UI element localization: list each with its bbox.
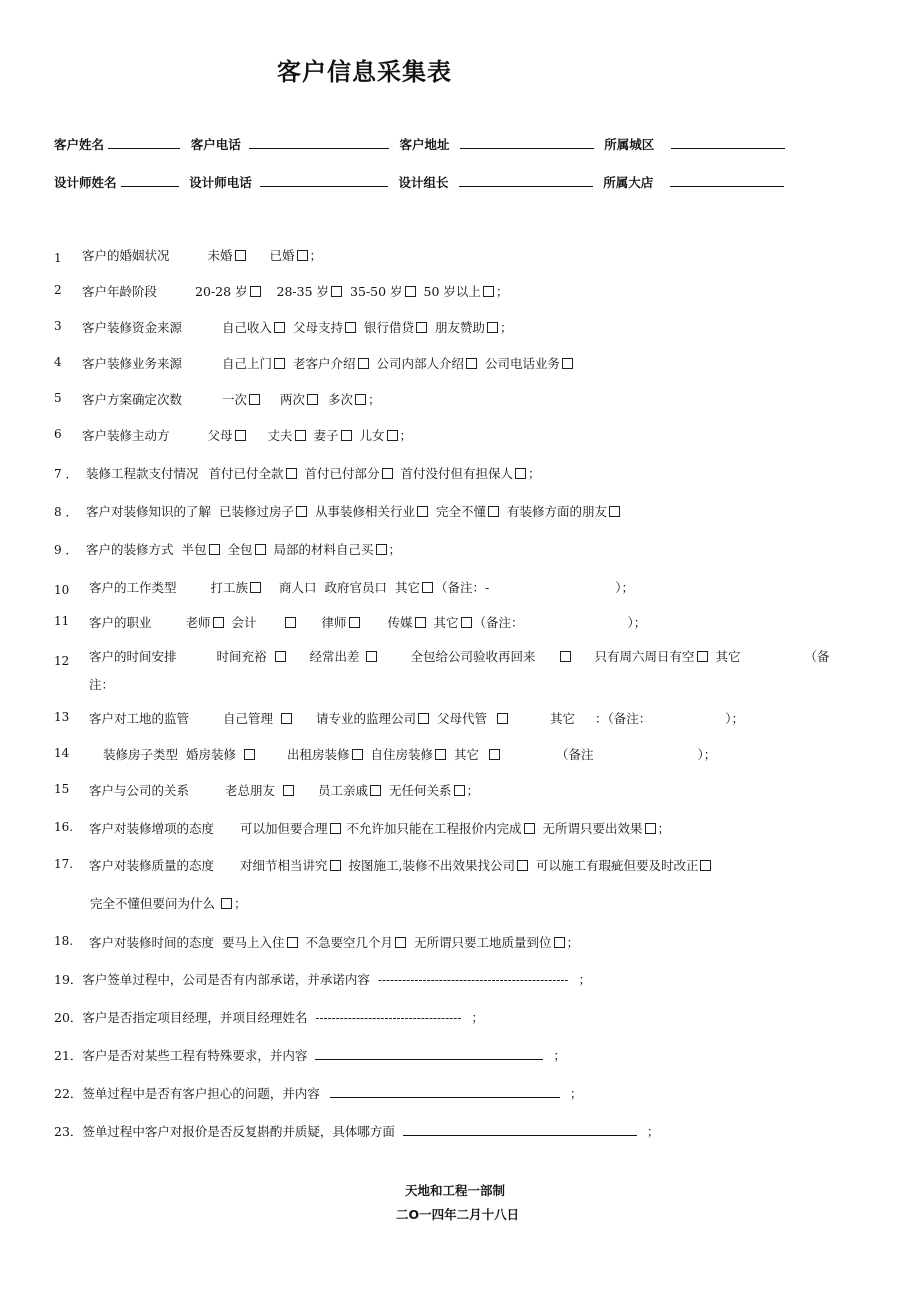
q13-checkbox-2[interactable] [418, 713, 429, 724]
q17-option-2: 按图施工,装修不出效果找公司 [348, 858, 515, 873]
q2-option-4: 50 岁以上 [423, 284, 481, 299]
q4-checkbox-2[interactable] [358, 358, 369, 369]
customer-phone-label: 客户电话 [190, 137, 241, 152]
q18-checkbox-3[interactable] [554, 937, 565, 948]
q22-number: 22 [54, 1086, 70, 1101]
q9-checkbox-2[interactable] [255, 544, 266, 555]
q11-checkbox-1[interactable] [213, 617, 224, 628]
q13-number: 13 [54, 710, 70, 724]
q2-end: ； [495, 284, 509, 299]
q15-end: ； [466, 783, 480, 798]
q9-row [86, 540, 401, 558]
district-label: 所属城区 [604, 137, 655, 152]
q10-row [89, 578, 634, 596]
q11-end: ）； [627, 615, 647, 630]
q3-row [82, 318, 513, 336]
q21-text: ．客户是否对某些工程有特殊要求，并内容 [69, 1048, 308, 1063]
q7-option-3: 首付没付但有担保人 [400, 466, 514, 481]
q3-checkbox-4[interactable] [487, 322, 498, 333]
q6-end: ； [399, 428, 413, 443]
q8-row [86, 502, 622, 520]
q12-option-1: 时间充裕 [216, 649, 267, 664]
q12-checkbox-3[interactable] [560, 651, 571, 662]
q18-option-3: 无所谓只要工地质量到位 [414, 935, 552, 950]
q1-checkbox-2[interactable] [297, 250, 308, 261]
q4-option-1: 自己上门 [222, 356, 273, 371]
q11-option-2: 会计 [231, 615, 257, 630]
q10-checkbox-1[interactable] [250, 582, 261, 593]
q11-option-3: 律师 [321, 615, 347, 630]
q22-answer-line[interactable] [330, 1085, 560, 1098]
q11-note: （备注： [473, 615, 524, 630]
q14-row [103, 745, 716, 763]
q14-option-1: 婚房装修 [186, 747, 237, 762]
q10-checkbox-4[interactable] [422, 582, 433, 593]
q11-checkbox-4[interactable] [415, 617, 426, 628]
q2-number: 2 [54, 283, 62, 297]
footer-date: 二O一四年二月十八日 [396, 1207, 520, 1222]
q7-row [86, 464, 541, 482]
q21-end: ； [553, 1048, 566, 1063]
q9-number: 9 ． [54, 543, 78, 557]
q20-row [54, 1008, 484, 1026]
q12-note-cont: 注： [89, 677, 115, 692]
q13-label: 客户对工地的监管 [89, 711, 190, 726]
q10-option-2: 商人口 [279, 580, 317, 595]
q22-text: ．签单过程中是否有客户担心的问题，并内容 [69, 1086, 320, 1101]
q4-number: 4 [54, 355, 62, 369]
q4-checkbox-1[interactable] [274, 358, 285, 369]
q6-row [82, 426, 412, 444]
q7-option-1: 首付已付全款 [208, 466, 284, 481]
q5-option-2: 两次 [280, 392, 306, 407]
q13-end: ）； [725, 711, 745, 726]
design-leader-label: 设计组长 [398, 175, 449, 190]
q17-row [89, 856, 713, 874]
q10-number: 10 [54, 583, 70, 597]
q4-label: 客户装修业务来源 [82, 356, 183, 371]
q18-option-2: 不急要空几个月 [305, 935, 394, 950]
q2-option-1: 20-28 岁 [195, 284, 248, 299]
q15-checkbox-1[interactable] [283, 785, 294, 796]
q5-checkbox-2[interactable] [307, 394, 318, 405]
q12-option-2: 经常出差 [309, 649, 360, 664]
q18-label: 客户对装修时间的态度 [89, 935, 215, 950]
q14-note: （备注 [556, 747, 594, 762]
q21-answer-line[interactable] [315, 1047, 543, 1060]
q17-row-cont [90, 894, 247, 912]
q5-label: 客户方案确定次数 [82, 392, 183, 407]
q14-checkbox-3[interactable] [435, 749, 446, 760]
q10-option-4: 其它 [395, 580, 421, 595]
q6-option-2: 丈夫 [267, 428, 293, 443]
q17-option-3: 可以施工有瑕疵但要及时改正 [535, 858, 699, 873]
q16-row [89, 819, 670, 837]
q9-option-3: 局部的材料自己买 [273, 542, 374, 557]
q14-label: 装修房子类型 [103, 747, 179, 762]
q17-option-1: 对细节相当讲究 [240, 858, 328, 873]
header-row-designer [54, 173, 784, 191]
q4-row [82, 354, 575, 372]
q6-option-3: 妻子 [313, 428, 339, 443]
q15-option-1: 老总朋友 [225, 783, 276, 798]
q8-checkbox-1[interactable] [296, 506, 307, 517]
q12-checkbox-4[interactable] [697, 651, 708, 662]
q18-end: ； [566, 935, 580, 950]
q9-end: ； [388, 542, 402, 557]
q5-row [82, 390, 381, 408]
q5-option-1: 一次 [222, 392, 248, 407]
q21-number: 21 [54, 1048, 70, 1063]
q5-end: ； [368, 392, 381, 407]
q3-option-1: 自己收入 [222, 320, 273, 335]
q3-checkbox-1[interactable] [274, 322, 285, 333]
q8-option-4: 有装修方面的朋友 [507, 504, 608, 519]
q3-label: 客户装修资金来源 [82, 320, 183, 335]
q5-number: 5 [54, 391, 62, 405]
q12-checkbox-1[interactable] [275, 651, 286, 662]
designer-name-field[interactable] [121, 174, 179, 187]
q3-checkbox-3[interactable] [416, 322, 427, 333]
q6-option-4: 儿女 [359, 428, 385, 443]
q19-text: ．客户签单过程中，公司是否有内部承诺，并承诺内容 [69, 972, 370, 987]
q16-checkbox-1[interactable] [330, 823, 341, 834]
q1-checkbox-1[interactable] [235, 250, 246, 261]
q5-checkbox-3[interactable] [355, 394, 366, 405]
q8-checkbox-2[interactable] [417, 506, 428, 517]
q2-checkbox-3[interactable] [405, 286, 416, 297]
q16-end: ； [657, 821, 671, 836]
q10-end: ）； [615, 580, 634, 595]
q11-option-1: 老师 [185, 615, 211, 630]
q13-option-2: 请专业的监理公司 [316, 711, 417, 726]
q1-option-2: 已婚 [269, 248, 295, 263]
store-label: 所属大店 [603, 175, 654, 190]
q12-option-5: 其它 [715, 649, 741, 664]
q17-checkbox-3[interactable] [700, 860, 711, 871]
q14-checkbox-4[interactable] [489, 749, 500, 760]
q3-end: ； [500, 320, 513, 335]
q18-row [89, 933, 579, 951]
customer-address-label: 客户地址 [399, 137, 450, 152]
q17-checkbox-4[interactable] [221, 898, 232, 909]
q1-row [82, 246, 322, 264]
q12-option-3: 全包给公司验收再回来 [410, 649, 536, 664]
customer-phone-field[interactable] [249, 136, 389, 149]
q20-text: ．客户是否指定项目经理，并项目经理姓名 [69, 1010, 308, 1025]
q4-checkbox-3[interactable] [466, 358, 477, 369]
q11-checkbox-3[interactable] [349, 617, 360, 628]
q8-checkbox-4[interactable] [609, 506, 620, 517]
q2-label: 客户年龄阶段 [82, 284, 158, 299]
q9-option-1: 半包 [181, 542, 207, 557]
q13-option-1: 自己管理 [223, 711, 274, 726]
q19-row [54, 970, 591, 988]
q7-number: 7 ． [54, 467, 78, 481]
q6-checkbox-1[interactable] [235, 430, 246, 441]
q6-label: 客户装修主动方 [82, 428, 170, 443]
q18-number: 18. [54, 934, 74, 948]
q23-end: ； [646, 1124, 660, 1139]
q22-row [54, 1084, 582, 1102]
q1-end: ； [309, 248, 323, 263]
q5-checkbox-1[interactable] [249, 394, 260, 405]
q1-label: 客户的婚姻状况 [82, 248, 170, 263]
q3-option-3: 银行借贷 [364, 320, 415, 335]
q17-checkbox-1[interactable] [330, 860, 341, 871]
q13-checkbox-1[interactable] [281, 713, 292, 724]
q19-number: 19 [54, 972, 70, 987]
q13-note: ：（备注： [595, 711, 652, 726]
q11-checkbox-5[interactable] [461, 617, 472, 628]
q11-option-5: 其它 [433, 615, 459, 630]
q7-checkbox-1[interactable] [286, 468, 297, 479]
q13-row [89, 709, 744, 727]
q14-number: 14 [54, 746, 70, 760]
q10-option-1: 打工族 [210, 580, 249, 595]
q15-option-2: 员工亲戚 [318, 783, 369, 798]
q12-number: 12 [54, 654, 70, 668]
q17-checkbox-2[interactable] [517, 860, 528, 871]
q8-option-3: 完全不懂 [436, 504, 487, 519]
q7-option-2: 首付已付部分 [304, 466, 380, 481]
q13-checkbox-3[interactable] [497, 713, 508, 724]
designer-name-label: 设计师姓名 [54, 175, 117, 190]
q21-row [54, 1046, 566, 1064]
q19-answer-line[interactable]: ----------------------------------------------- [377, 973, 569, 987]
q1-number: 1 [54, 251, 62, 265]
q17-label: 客户对装修质量的态度 [89, 858, 215, 873]
q5-option-3: 多次 [328, 392, 354, 407]
q15-checkbox-3[interactable] [454, 785, 465, 796]
q12-row [89, 647, 830, 665]
q6-number: 6 [54, 427, 62, 441]
q2-row [82, 282, 508, 300]
q16-option-2: 不允许加只能在工程报价内完成 [346, 821, 522, 836]
q14-option-2: 出租房装修 [287, 747, 350, 762]
q12-option-4: 只有周六周日有空 [594, 649, 695, 664]
q15-option-3: 无任何关系 [389, 783, 452, 798]
customer-name-field[interactable] [108, 136, 180, 149]
district-field[interactable] [671, 136, 785, 149]
q9-label: 客户的装修方式 [86, 542, 174, 557]
q15-label: 客户与公司的关系 [89, 783, 190, 798]
q14-option-4: 其它 [454, 747, 480, 762]
q8-option-2: 从事装修相关行业 [315, 504, 416, 519]
q7-end: ； [528, 466, 541, 481]
q20-answer-line[interactable]: ------------------------------------ [315, 1011, 462, 1025]
q18-option-1: 要马上入住 [222, 935, 285, 950]
q13-option-4: 其它 [550, 711, 576, 726]
q7-label: 装修工程款支付情况 [86, 466, 199, 481]
design-leader-field[interactable] [459, 174, 593, 187]
q9-option-2: 全包 [227, 542, 253, 557]
q16-label: 客户对装修增项的态度 [89, 821, 215, 836]
q6-checkbox-4[interactable] [387, 430, 398, 441]
q4-checkbox-4[interactable] [562, 358, 573, 369]
q3-option-4: 朋友赞助 [435, 320, 486, 335]
q19-end: ； [578, 972, 591, 987]
q1-option-1: 未婚 [207, 248, 233, 263]
q23-answer-line[interactable] [403, 1123, 637, 1136]
q14-end: ）； [697, 747, 717, 762]
q11-number: 11 [54, 614, 70, 628]
q4-option-2: 老客户介绍 [293, 356, 356, 371]
q12-note: （备 [804, 649, 830, 664]
store-field[interactable] [670, 174, 784, 187]
customer-address-field[interactable] [460, 136, 594, 149]
q8-label: 客户对装修知识的了解 [86, 504, 212, 519]
q16-checkbox-3[interactable] [645, 823, 656, 834]
q6-checkbox-2[interactable] [295, 430, 306, 441]
q12-label: 客户的时间安排 [89, 649, 177, 664]
q2-checkbox-1[interactable] [250, 286, 261, 297]
q2-checkbox-2[interactable] [331, 286, 342, 297]
q18-checkbox-1[interactable] [287, 937, 298, 948]
q14-checkbox-1[interactable] [244, 749, 255, 760]
q2-option-3: 35-50 岁 [350, 284, 403, 299]
q2-option-2: 28-35 岁 [276, 284, 330, 299]
customer-name-label: 客户姓名 [54, 137, 105, 152]
page-title: 客户信息采集表 [277, 58, 452, 86]
q20-number: 20 [54, 1010, 70, 1025]
q4-option-4: 公司电话业务 [485, 356, 561, 371]
q10-option-3: 政府官员口 [324, 580, 388, 595]
q17-option-4: 完全不懂但要问为什么 [90, 896, 216, 911]
q17-number: 17. [54, 857, 74, 871]
q23-row [54, 1122, 659, 1140]
designer-phone-field[interactable] [260, 174, 388, 187]
q4-option-3: 公司内部人介绍 [376, 356, 465, 371]
q23-text: ．签单过程中客户对报价是否反复斟酌并质疑，具体哪方面 [69, 1124, 395, 1139]
q9-checkbox-3[interactable] [376, 544, 387, 555]
q2-checkbox-4[interactable] [483, 286, 494, 297]
footer-maker: 天地和工程一部制 [405, 1183, 506, 1198]
q16-number: 16. [54, 820, 74, 834]
q17-end: ； [234, 896, 247, 911]
q11-option-4: 传媒 [387, 615, 413, 630]
q18-checkbox-2[interactable] [395, 937, 406, 948]
q16-option-3: 无所谓只要出效果 [542, 821, 643, 836]
q7-checkbox-3[interactable] [515, 468, 526, 479]
q14-option-3: 自住房装修 [370, 747, 434, 762]
q8-number: 8 ． [54, 505, 78, 519]
q12-checkbox-2[interactable] [366, 651, 377, 662]
q15-row [89, 781, 479, 799]
q3-checkbox-2[interactable] [345, 322, 356, 333]
q22-end: ； [569, 1086, 583, 1101]
q7-checkbox-2[interactable] [382, 468, 393, 479]
q15-checkbox-2[interactable] [370, 785, 381, 796]
q23-number: 23 [54, 1124, 70, 1139]
q6-option-1: 父母 [207, 428, 233, 443]
q8-option-1: 已装修过房子 [219, 504, 295, 519]
q11-label: 客户的职业 [89, 615, 152, 630]
q15-number: 15 [54, 782, 70, 796]
q11-row [89, 613, 646, 631]
q11-checkbox-2[interactable] [285, 617, 296, 628]
q13-option-3: 父母代管 [437, 711, 488, 726]
q3-number: 3 [54, 319, 62, 333]
q9-checkbox-1[interactable] [209, 544, 220, 555]
q8-checkbox-3[interactable] [488, 506, 499, 517]
q6-checkbox-3[interactable] [341, 430, 352, 441]
q10-note: （备注：- [435, 580, 490, 595]
designer-phone-label: 设计师电话 [189, 175, 252, 190]
q14-checkbox-2[interactable] [352, 749, 363, 760]
q16-checkbox-2[interactable] [524, 823, 535, 834]
q16-option-1: 可以加但要合理 [240, 821, 328, 836]
q10-label: 客户的工作类型 [89, 580, 177, 595]
header-row-customer [54, 135, 785, 153]
q3-option-2: 父母支持 [293, 320, 344, 335]
q20-end: ； [471, 1010, 484, 1025]
